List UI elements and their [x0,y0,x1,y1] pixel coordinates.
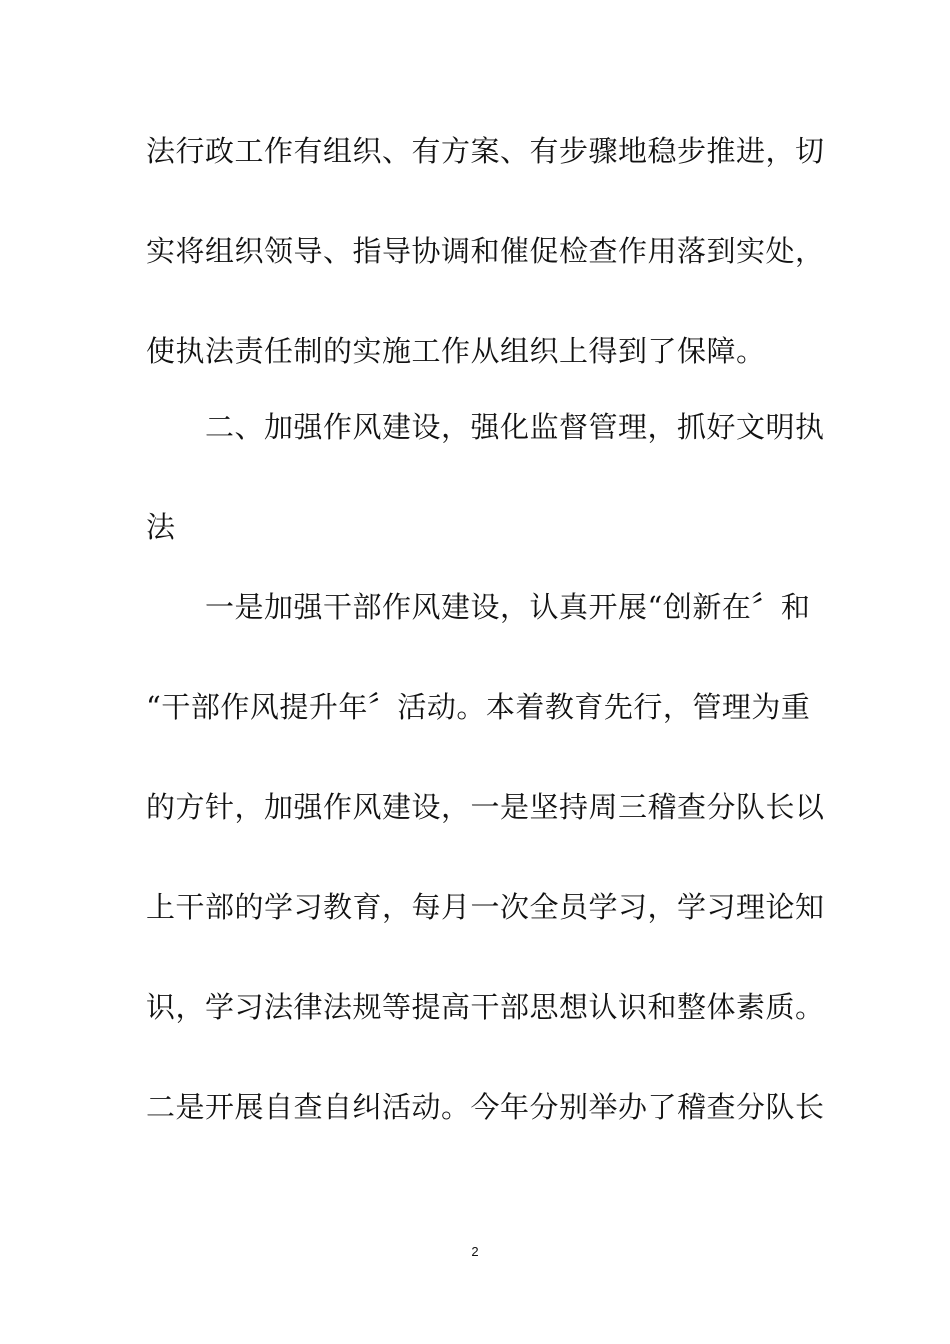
body-line-8: 的方针，加强作风建设，一是坚持周三稽查分队长以 [146,790,825,824]
body-line-7: “干部作风提升年〞活动。本着教育先行，管理为重 [146,690,811,724]
section-heading-line-1: 二、加强作风建设，强化监督管理，抓好文明执 [205,410,825,444]
body-line-6: 一是加强干部作风建设，认真开展“创新在〞和 [205,590,811,624]
body-line-2: 实将组织领导、指导协调和催促检查作用落到实处， [146,234,825,268]
body-line-3: 使执法责任制的实施工作从组织上得到了保障。 [146,334,766,368]
section-heading-line-2: 法 [146,510,176,544]
body-line-10: 识，学习法律法规等提高干部思想认识和整体素质。 [146,990,825,1024]
body-line-11: 二是开展自查自纠活动。今年分别举办了稽查分队长 [146,1090,825,1124]
body-line-1: 法行政工作有组织、有方案、有步骤地稳步推进，切 [146,134,825,168]
body-line-9: 上干部的学习教育，每月一次全员学习，学习理论知 [146,890,825,924]
page-number: 2 [471,1244,479,1259]
